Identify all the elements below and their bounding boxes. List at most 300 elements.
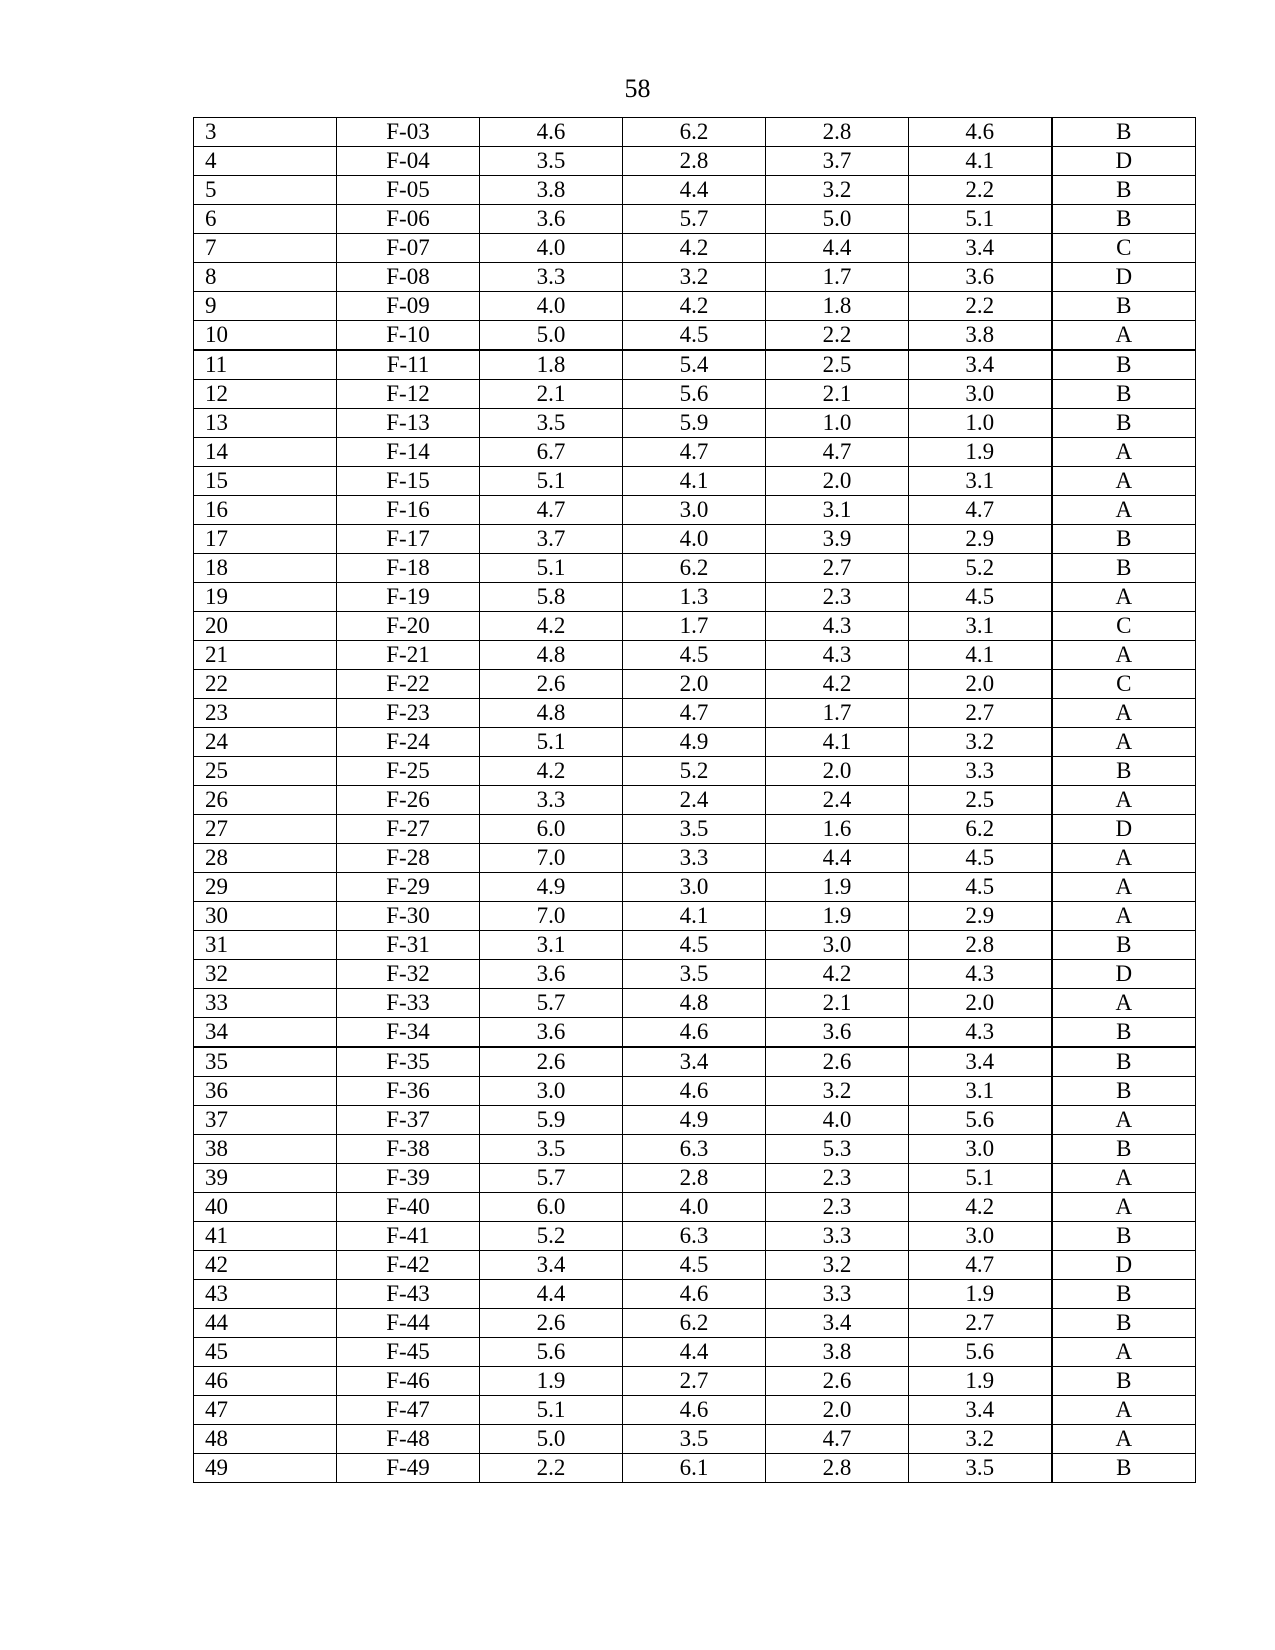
grade-cell: B bbox=[1052, 409, 1196, 438]
grade-cell: A bbox=[1052, 1193, 1196, 1222]
table-row bbox=[194, 1047, 1196, 1077]
table-row bbox=[194, 496, 1196, 525]
value-1-cell: 4.8 bbox=[480, 699, 623, 728]
table-row bbox=[194, 1222, 1196, 1251]
row-index-cell: 23 bbox=[194, 699, 337, 728]
value-3-cell: 3.2 bbox=[766, 176, 909, 205]
value-1-cell: 3.5 bbox=[480, 409, 623, 438]
value-4-cell: 4.5 bbox=[909, 583, 1052, 612]
grade-cell: B bbox=[1052, 1222, 1196, 1251]
value-3-cell: 3.6 bbox=[766, 1018, 909, 1048]
value-3-cell: 1.6 bbox=[766, 815, 909, 844]
table-row bbox=[194, 350, 1196, 380]
table-row bbox=[194, 1251, 1196, 1280]
value-2-cell: 4.6 bbox=[623, 1077, 766, 1106]
grade-cell: B bbox=[1052, 1047, 1196, 1077]
value-4-cell: 3.4 bbox=[909, 1047, 1052, 1077]
sample-id-cell: F-06 bbox=[337, 205, 480, 234]
grade-cell: A bbox=[1052, 438, 1196, 467]
value-1-cell: 5.1 bbox=[480, 467, 623, 496]
row-index-cell: 46 bbox=[194, 1367, 337, 1396]
value-2-cell: 3.2 bbox=[623, 263, 766, 292]
grade-cell: A bbox=[1052, 873, 1196, 902]
value-2-cell: 4.9 bbox=[623, 728, 766, 757]
table-row bbox=[194, 931, 1196, 960]
value-3-cell: 5.3 bbox=[766, 1135, 909, 1164]
row-index-cell: 4 bbox=[194, 147, 337, 176]
value-3-cell: 1.0 bbox=[766, 409, 909, 438]
value-1-cell: 7.0 bbox=[480, 902, 623, 931]
row-index-cell: 16 bbox=[194, 496, 337, 525]
value-1-cell: 4.4 bbox=[480, 1280, 623, 1309]
value-1-cell: 3.5 bbox=[480, 1135, 623, 1164]
value-2-cell: 4.2 bbox=[623, 292, 766, 321]
value-3-cell: 2.1 bbox=[766, 380, 909, 409]
sample-id-cell: F-48 bbox=[337, 1425, 480, 1454]
row-index-cell: 19 bbox=[194, 583, 337, 612]
value-3-cell: 3.7 bbox=[766, 147, 909, 176]
row-index-cell: 14 bbox=[194, 438, 337, 467]
table-row bbox=[194, 263, 1196, 292]
value-2-cell: 6.3 bbox=[623, 1222, 766, 1251]
sample-id-cell: F-10 bbox=[337, 321, 480, 351]
table-row bbox=[194, 321, 1196, 351]
value-2-cell: 3.0 bbox=[623, 496, 766, 525]
value-3-cell: 1.7 bbox=[766, 263, 909, 292]
value-2-cell: 4.1 bbox=[623, 902, 766, 931]
value-4-cell: 6.2 bbox=[909, 815, 1052, 844]
sample-id-cell: F-44 bbox=[337, 1309, 480, 1338]
value-4-cell: 3.6 bbox=[909, 263, 1052, 292]
value-1-cell: 3.5 bbox=[480, 147, 623, 176]
grade-cell: A bbox=[1052, 728, 1196, 757]
table-row bbox=[194, 409, 1196, 438]
value-4-cell: 4.5 bbox=[909, 844, 1052, 873]
grade-cell: A bbox=[1052, 844, 1196, 873]
table-row bbox=[194, 292, 1196, 321]
value-2-cell: 5.2 bbox=[623, 757, 766, 786]
row-index-cell: 13 bbox=[194, 409, 337, 438]
value-2-cell: 4.6 bbox=[623, 1280, 766, 1309]
row-index-cell: 41 bbox=[194, 1222, 337, 1251]
value-2-cell: 2.0 bbox=[623, 670, 766, 699]
table-row bbox=[194, 815, 1196, 844]
row-index-cell: 39 bbox=[194, 1164, 337, 1193]
grade-cell: D bbox=[1052, 815, 1196, 844]
grade-cell: B bbox=[1052, 350, 1196, 380]
value-4-cell: 2.9 bbox=[909, 525, 1052, 554]
grade-cell: A bbox=[1052, 902, 1196, 931]
value-3-cell: 1.7 bbox=[766, 699, 909, 728]
value-4-cell: 3.0 bbox=[909, 1222, 1052, 1251]
value-2-cell: 1.7 bbox=[623, 612, 766, 641]
grade-cell: B bbox=[1052, 1280, 1196, 1309]
grade-cell: B bbox=[1052, 525, 1196, 554]
row-index-cell: 40 bbox=[194, 1193, 337, 1222]
sample-id-cell: F-09 bbox=[337, 292, 480, 321]
value-3-cell: 2.8 bbox=[766, 1454, 909, 1483]
table-row bbox=[194, 583, 1196, 612]
sample-id-cell: F-26 bbox=[337, 786, 480, 815]
table-row bbox=[194, 641, 1196, 670]
sample-id-cell: F-07 bbox=[337, 234, 480, 263]
value-1-cell: 4.9 bbox=[480, 873, 623, 902]
value-3-cell: 4.4 bbox=[766, 234, 909, 263]
value-1-cell: 3.3 bbox=[480, 786, 623, 815]
value-3-cell: 4.2 bbox=[766, 960, 909, 989]
sample-id-cell: F-43 bbox=[337, 1280, 480, 1309]
table-row bbox=[194, 1106, 1196, 1135]
value-2-cell: 4.1 bbox=[623, 467, 766, 496]
table-row bbox=[194, 728, 1196, 757]
value-4-cell: 4.3 bbox=[909, 1018, 1052, 1048]
table-row bbox=[194, 147, 1196, 176]
value-3-cell: 2.0 bbox=[766, 467, 909, 496]
table-row bbox=[194, 1425, 1196, 1454]
sample-id-cell: F-19 bbox=[337, 583, 480, 612]
grade-cell: B bbox=[1052, 1018, 1196, 1048]
sample-id-cell: F-42 bbox=[337, 1251, 480, 1280]
value-2-cell: 4.0 bbox=[623, 1193, 766, 1222]
value-3-cell: 2.3 bbox=[766, 583, 909, 612]
table-row bbox=[194, 757, 1196, 786]
value-2-cell: 4.7 bbox=[623, 699, 766, 728]
sample-id-cell: F-03 bbox=[337, 118, 480, 147]
grade-cell: A bbox=[1052, 989, 1196, 1018]
value-4-cell: 2.2 bbox=[909, 176, 1052, 205]
sample-id-cell: F-49 bbox=[337, 1454, 480, 1483]
value-2-cell: 4.5 bbox=[623, 321, 766, 351]
value-1-cell: 3.6 bbox=[480, 205, 623, 234]
value-4-cell: 3.0 bbox=[909, 380, 1052, 409]
row-index-cell: 3 bbox=[194, 118, 337, 147]
value-3-cell: 3.3 bbox=[766, 1280, 909, 1309]
grade-cell: A bbox=[1052, 583, 1196, 612]
value-4-cell: 5.6 bbox=[909, 1338, 1052, 1367]
value-2-cell: 6.2 bbox=[623, 118, 766, 147]
value-1-cell: 6.7 bbox=[480, 438, 623, 467]
table-row bbox=[194, 612, 1196, 641]
sample-id-cell: F-34 bbox=[337, 1018, 480, 1048]
value-3-cell: 3.0 bbox=[766, 931, 909, 960]
value-3-cell: 4.4 bbox=[766, 844, 909, 873]
value-1-cell: 3.3 bbox=[480, 263, 623, 292]
grade-cell: D bbox=[1052, 1251, 1196, 1280]
value-2-cell: 4.8 bbox=[623, 989, 766, 1018]
grade-cell: C bbox=[1052, 612, 1196, 641]
value-4-cell: 4.1 bbox=[909, 147, 1052, 176]
sample-id-cell: F-11 bbox=[337, 350, 480, 380]
value-3-cell: 2.3 bbox=[766, 1164, 909, 1193]
value-4-cell: 4.6 bbox=[909, 118, 1052, 147]
row-index-cell: 11 bbox=[194, 350, 337, 380]
table-row bbox=[194, 1367, 1196, 1396]
value-2-cell: 4.2 bbox=[623, 234, 766, 263]
sample-id-cell: F-18 bbox=[337, 554, 480, 583]
data-table bbox=[193, 117, 1196, 1483]
value-4-cell: 3.5 bbox=[909, 1454, 1052, 1483]
row-index-cell: 47 bbox=[194, 1396, 337, 1425]
grade-cell: B bbox=[1052, 292, 1196, 321]
row-index-cell: 7 bbox=[194, 234, 337, 263]
value-1-cell: 4.7 bbox=[480, 496, 623, 525]
sample-id-cell: F-12 bbox=[337, 380, 480, 409]
value-3-cell: 5.0 bbox=[766, 205, 909, 234]
row-index-cell: 42 bbox=[194, 1251, 337, 1280]
row-index-cell: 5 bbox=[194, 176, 337, 205]
value-2-cell: 5.7 bbox=[623, 205, 766, 234]
table-row bbox=[194, 873, 1196, 902]
sample-id-cell: F-41 bbox=[337, 1222, 480, 1251]
value-3-cell: 3.9 bbox=[766, 525, 909, 554]
grade-cell: A bbox=[1052, 1396, 1196, 1425]
row-index-cell: 27 bbox=[194, 815, 337, 844]
row-index-cell: 35 bbox=[194, 1047, 337, 1077]
sample-id-cell: F-08 bbox=[337, 263, 480, 292]
row-index-cell: 34 bbox=[194, 1018, 337, 1048]
value-3-cell: 4.0 bbox=[766, 1106, 909, 1135]
grade-cell: B bbox=[1052, 1367, 1196, 1396]
value-1-cell: 7.0 bbox=[480, 844, 623, 873]
value-3-cell: 3.2 bbox=[766, 1077, 909, 1106]
value-2-cell: 4.6 bbox=[623, 1018, 766, 1048]
table-row bbox=[194, 1309, 1196, 1338]
table-row bbox=[194, 989, 1196, 1018]
value-3-cell: 3.8 bbox=[766, 1338, 909, 1367]
value-2-cell: 6.1 bbox=[623, 1454, 766, 1483]
value-4-cell: 4.5 bbox=[909, 873, 1052, 902]
sample-id-cell: F-28 bbox=[337, 844, 480, 873]
grade-cell: B bbox=[1052, 176, 1196, 205]
value-1-cell: 3.6 bbox=[480, 1018, 623, 1048]
value-3-cell: 4.1 bbox=[766, 728, 909, 757]
value-4-cell: 2.5 bbox=[909, 786, 1052, 815]
value-2-cell: 4.9 bbox=[623, 1106, 766, 1135]
row-index-cell: 28 bbox=[194, 844, 337, 873]
row-index-cell: 30 bbox=[194, 902, 337, 931]
value-3-cell: 4.3 bbox=[766, 612, 909, 641]
grade-cell: B bbox=[1052, 380, 1196, 409]
value-1-cell: 6.0 bbox=[480, 815, 623, 844]
value-2-cell: 1.3 bbox=[623, 583, 766, 612]
value-1-cell: 4.2 bbox=[480, 757, 623, 786]
grade-cell: B bbox=[1052, 205, 1196, 234]
sample-id-cell: F-36 bbox=[337, 1077, 480, 1106]
table-row bbox=[194, 525, 1196, 554]
row-index-cell: 15 bbox=[194, 467, 337, 496]
row-index-cell: 21 bbox=[194, 641, 337, 670]
sample-id-cell: F-33 bbox=[337, 989, 480, 1018]
value-4-cell: 3.2 bbox=[909, 728, 1052, 757]
value-2-cell: 4.6 bbox=[623, 1396, 766, 1425]
value-2-cell: 4.0 bbox=[623, 525, 766, 554]
value-4-cell: 5.1 bbox=[909, 205, 1052, 234]
value-3-cell: 2.5 bbox=[766, 350, 909, 380]
sample-id-cell: F-14 bbox=[337, 438, 480, 467]
value-3-cell: 2.3 bbox=[766, 1193, 909, 1222]
value-1-cell: 5.0 bbox=[480, 321, 623, 351]
value-4-cell: 3.1 bbox=[909, 1077, 1052, 1106]
value-1-cell: 4.2 bbox=[480, 612, 623, 641]
value-3-cell: 2.0 bbox=[766, 757, 909, 786]
value-1-cell: 5.2 bbox=[480, 1222, 623, 1251]
value-1-cell: 5.6 bbox=[480, 1338, 623, 1367]
value-1-cell: 4.6 bbox=[480, 118, 623, 147]
sample-id-cell: F-16 bbox=[337, 496, 480, 525]
value-3-cell: 4.7 bbox=[766, 1425, 909, 1454]
grade-cell: B bbox=[1052, 757, 1196, 786]
value-3-cell: 2.4 bbox=[766, 786, 909, 815]
value-3-cell: 2.0 bbox=[766, 1396, 909, 1425]
value-4-cell: 3.4 bbox=[909, 1396, 1052, 1425]
row-index-cell: 49 bbox=[194, 1454, 337, 1483]
value-1-cell: 5.7 bbox=[480, 989, 623, 1018]
value-2-cell: 5.9 bbox=[623, 409, 766, 438]
value-1-cell: 5.7 bbox=[480, 1164, 623, 1193]
value-4-cell: 5.2 bbox=[909, 554, 1052, 583]
value-4-cell: 1.9 bbox=[909, 438, 1052, 467]
value-3-cell: 1.9 bbox=[766, 902, 909, 931]
sample-id-cell: F-21 bbox=[337, 641, 480, 670]
value-3-cell: 2.6 bbox=[766, 1367, 909, 1396]
sample-id-cell: F-27 bbox=[337, 815, 480, 844]
value-2-cell: 2.8 bbox=[623, 1164, 766, 1193]
table-row bbox=[194, 699, 1196, 728]
value-1-cell: 5.9 bbox=[480, 1106, 623, 1135]
row-index-cell: 17 bbox=[194, 525, 337, 554]
value-1-cell: 3.0 bbox=[480, 1077, 623, 1106]
row-index-cell: 37 bbox=[194, 1106, 337, 1135]
value-3-cell: 4.7 bbox=[766, 438, 909, 467]
value-3-cell: 2.1 bbox=[766, 989, 909, 1018]
grade-cell: A bbox=[1052, 467, 1196, 496]
value-4-cell: 4.3 bbox=[909, 960, 1052, 989]
value-1-cell: 1.9 bbox=[480, 1367, 623, 1396]
value-2-cell: 4.5 bbox=[623, 641, 766, 670]
value-4-cell: 3.8 bbox=[909, 321, 1052, 351]
value-4-cell: 2.9 bbox=[909, 902, 1052, 931]
value-2-cell: 4.4 bbox=[623, 176, 766, 205]
row-index-cell: 9 bbox=[194, 292, 337, 321]
sample-id-cell: F-39 bbox=[337, 1164, 480, 1193]
sample-id-cell: F-15 bbox=[337, 467, 480, 496]
value-4-cell: 3.1 bbox=[909, 612, 1052, 641]
value-2-cell: 3.5 bbox=[623, 1425, 766, 1454]
value-2-cell: 6.2 bbox=[623, 554, 766, 583]
value-3-cell: 3.4 bbox=[766, 1309, 909, 1338]
value-2-cell: 2.7 bbox=[623, 1367, 766, 1396]
row-index-cell: 22 bbox=[194, 670, 337, 699]
value-2-cell: 6.3 bbox=[623, 1135, 766, 1164]
grade-cell: B bbox=[1052, 1077, 1196, 1106]
value-2-cell: 4.7 bbox=[623, 438, 766, 467]
value-2-cell: 4.5 bbox=[623, 1251, 766, 1280]
value-4-cell: 3.4 bbox=[909, 350, 1052, 380]
grade-cell: B bbox=[1052, 1309, 1196, 1338]
value-4-cell: 3.3 bbox=[909, 757, 1052, 786]
grade-cell: D bbox=[1052, 263, 1196, 292]
value-1-cell: 5.8 bbox=[480, 583, 623, 612]
value-4-cell: 3.2 bbox=[909, 1425, 1052, 1454]
row-index-cell: 45 bbox=[194, 1338, 337, 1367]
grade-cell: A bbox=[1052, 1425, 1196, 1454]
grade-cell: B bbox=[1052, 931, 1196, 960]
value-1-cell: 2.1 bbox=[480, 380, 623, 409]
value-4-cell: 1.9 bbox=[909, 1280, 1052, 1309]
value-3-cell: 2.7 bbox=[766, 554, 909, 583]
table-row bbox=[194, 1164, 1196, 1193]
sample-id-cell: F-05 bbox=[337, 176, 480, 205]
table-row bbox=[194, 1135, 1196, 1164]
sample-id-cell: F-31 bbox=[337, 931, 480, 960]
value-1-cell: 2.6 bbox=[480, 1309, 623, 1338]
value-1-cell: 1.8 bbox=[480, 350, 623, 380]
value-1-cell: 3.6 bbox=[480, 960, 623, 989]
value-3-cell: 3.1 bbox=[766, 496, 909, 525]
value-4-cell: 1.9 bbox=[909, 1367, 1052, 1396]
table-row bbox=[194, 902, 1196, 931]
table-row bbox=[194, 118, 1196, 147]
sample-id-cell: F-04 bbox=[337, 147, 480, 176]
value-1-cell: 5.1 bbox=[480, 728, 623, 757]
value-2-cell: 3.0 bbox=[623, 873, 766, 902]
row-index-cell: 43 bbox=[194, 1280, 337, 1309]
table-row bbox=[194, 380, 1196, 409]
value-2-cell: 5.6 bbox=[623, 380, 766, 409]
value-1-cell: 3.8 bbox=[480, 176, 623, 205]
value-4-cell: 3.1 bbox=[909, 467, 1052, 496]
value-1-cell: 2.6 bbox=[480, 670, 623, 699]
grade-cell: A bbox=[1052, 786, 1196, 815]
value-4-cell: 4.1 bbox=[909, 641, 1052, 670]
grade-cell: B bbox=[1052, 118, 1196, 147]
grade-cell: A bbox=[1052, 321, 1196, 351]
value-2-cell: 2.8 bbox=[623, 147, 766, 176]
value-1-cell: 4.0 bbox=[480, 292, 623, 321]
value-4-cell: 2.0 bbox=[909, 670, 1052, 699]
page-number: 58 bbox=[624, 74, 651, 103]
grade-cell: A bbox=[1052, 1106, 1196, 1135]
value-1-cell: 3.4 bbox=[480, 1251, 623, 1280]
row-index-cell: 26 bbox=[194, 786, 337, 815]
grade-cell: A bbox=[1052, 699, 1196, 728]
grade-cell: B bbox=[1052, 554, 1196, 583]
value-4-cell: 2.2 bbox=[909, 292, 1052, 321]
sample-id-cell: F-32 bbox=[337, 960, 480, 989]
table-row bbox=[194, 1338, 1196, 1367]
value-3-cell: 1.9 bbox=[766, 873, 909, 902]
grade-cell: B bbox=[1052, 1454, 1196, 1483]
sample-id-cell: F-25 bbox=[337, 757, 480, 786]
value-3-cell: 2.6 bbox=[766, 1047, 909, 1077]
sample-id-cell: F-13 bbox=[337, 409, 480, 438]
value-4-cell: 5.6 bbox=[909, 1106, 1052, 1135]
value-3-cell: 3.3 bbox=[766, 1222, 909, 1251]
grade-cell: C bbox=[1052, 670, 1196, 699]
grade-cell: A bbox=[1052, 1338, 1196, 1367]
row-index-cell: 20 bbox=[194, 612, 337, 641]
row-index-cell: 44 bbox=[194, 1309, 337, 1338]
value-2-cell: 4.4 bbox=[623, 1338, 766, 1367]
sample-id-cell: F-40 bbox=[337, 1193, 480, 1222]
value-2-cell: 3.5 bbox=[623, 815, 766, 844]
value-1-cell: 5.1 bbox=[480, 554, 623, 583]
value-1-cell: 5.0 bbox=[480, 1425, 623, 1454]
value-1-cell: 6.0 bbox=[480, 1193, 623, 1222]
table-row bbox=[194, 1454, 1196, 1483]
sample-id-cell: F-29 bbox=[337, 873, 480, 902]
value-4-cell: 2.7 bbox=[909, 1309, 1052, 1338]
